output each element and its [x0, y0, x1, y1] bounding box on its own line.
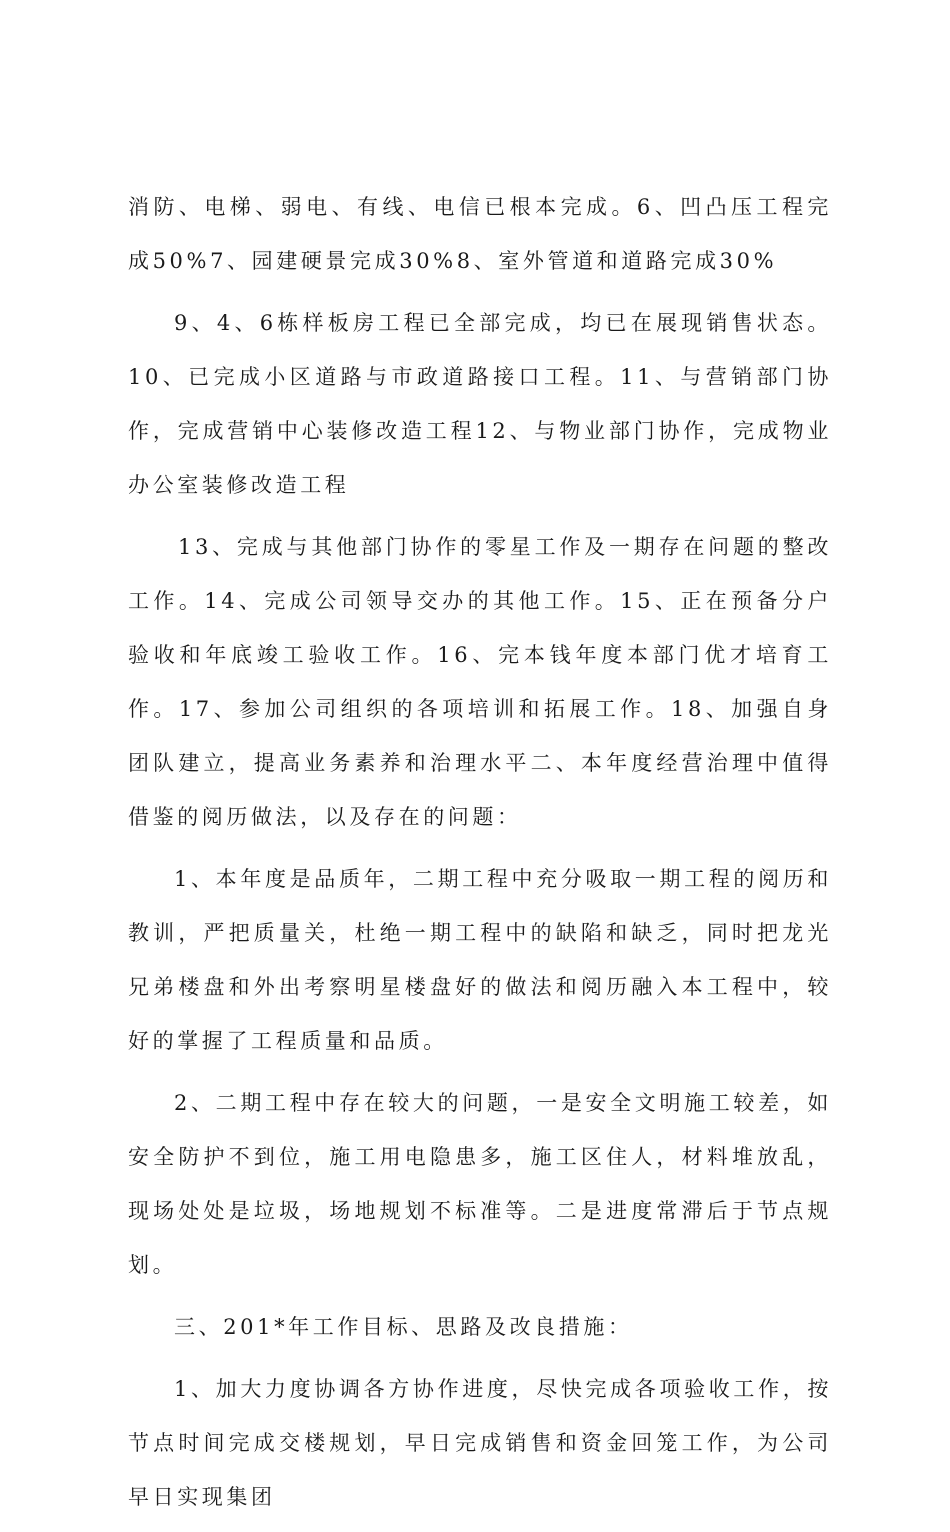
- section-heading-3: 三、201*年工作目标、思路及改良措施：: [174, 1315, 633, 1339]
- paragraph-6: 1、加大力度协调各方协作进度，尽快完成各项验收工作，按节点时间完成交楼规划，早日完成销售和资金回笼工作，为公司早日实现集团: [128, 1377, 832, 1509]
- paragraph-2: 9、4、6栋样板房工程已全部完成，均已在展现销售状态。10、已完成小区道路与市政道路接口工程。11、与营销部门协作，完成营销中心装修改造工程12、与物业部门协作，完成物业办公室装修改造工程: [128, 311, 832, 497]
- paragraph-4: 1、本年度是品质年，二期工程中充分吸取一期工程的阅历和教训，严把质量关，杜绝一期工程中的缺陷和缺乏，同时把龙光兄弟楼盘和外出考察明星楼盘好的做法和阅历融入本工程中，较好的掌握了工程质量和品质。: [128, 867, 832, 1053]
- paragraph-1: 消防、电梯、弱电、有线、电信已根本完成。6、凹凸压工程完成50%7、园建硬景完成30%8、室外管道和道路完成30%: [128, 195, 832, 273]
- document-body: [128, 180, 832, 1532]
- paragraph-5: 2、二期工程中存在较大的问题，一是安全文明施工较差，如安全防护不到位，施工用电隐患多，施工区住人，材料堆放乱，现场处处是垃圾，场地规划不标准等。二是进度常滞后于节点规划。: [128, 1091, 832, 1277]
- paragraph-3: 13、完成与其他部门协作的零星工作及一期存在问题的整改工作。14、完成公司领导交办的其他工作。15、正在预备分户验收和年底竣工验收工作。16、完本钱年度本部门优才培育工作。17、参加公司组织的各项培训和拓展工作。18、加强自身团队建立，提高业务素养和治理水平二、本年度经营治理中值得借鉴的阅历做法，以及存在的问题：: [128, 535, 832, 829]
